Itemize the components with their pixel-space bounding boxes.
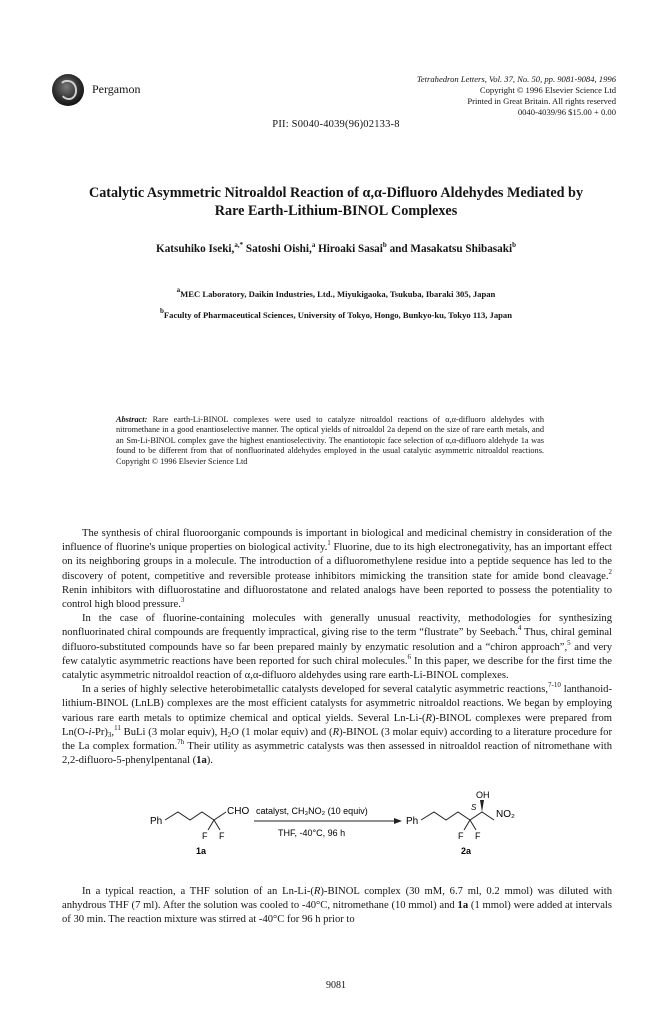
pii-line: PII: S0040-4039(96)02133-8: [272, 119, 400, 130]
scheme-f-left-2: F: [219, 831, 225, 841]
affiliation-a: [60, 286, 612, 299]
scheme-chain-right: [421, 812, 494, 820]
scheme-bond-f2-right: [470, 820, 476, 830]
paragraph-2: [62, 612, 612, 683]
p3-sub-1: 3: [107, 730, 112, 739]
scheme-f-right-2: F: [475, 831, 481, 841]
author-3-sup: b: [382, 241, 387, 249]
affiliation-b-text: Faculty of Pharmaceutical Sciences, University of Tokyo, Hongo, Bunkyo-ku, Tokyo 113, Japan: [163, 310, 512, 320]
p3-italic-r1: R: [425, 712, 433, 724]
p3-text-8: )-BINOL (3 molar equiv) according to a literature procedure for the La complex formation.: [62, 726, 612, 753]
scheme-f-right-1: F: [458, 831, 464, 841]
pergamon-logo-icon: [52, 74, 84, 106]
p2-text-3: and very few catalytic asymmetric reactions have been reported for such chiral molecules.: [62, 641, 612, 667]
p2-ref-2: 5: [567, 638, 571, 647]
copyright-line: Copyright © 1996 Elsevier Science Ltd: [479, 85, 616, 95]
affiliation-a-sup: a: [176, 286, 181, 294]
p3-ref-2: 11: [114, 723, 121, 732]
scheme-no2: NO₂: [496, 809, 515, 820]
page-number: 9081: [326, 980, 346, 991]
p1-ref-1: 1: [327, 539, 331, 548]
scheme-conditions: THF, -40°C, 96 h: [278, 828, 346, 838]
p3-ref-3: 7h: [177, 738, 185, 747]
author-2-sup: a: [311, 241, 316, 249]
affiliation-b: [60, 307, 612, 320]
scheme-bond-f2-left: [214, 820, 220, 830]
paragraph-4: [62, 885, 612, 928]
body-text: [62, 527, 612, 768]
scheme-ph-right: Ph: [406, 816, 419, 827]
p3-text-7: O (1 molar equiv) and (: [231, 726, 333, 738]
p1-ref-3: 3: [180, 596, 185, 605]
p3-text-6: BuLi (3 molar equiv), H: [120, 726, 228, 738]
p3-compound-1a: 1a: [196, 755, 207, 767]
scheme-label-1a: 1a: [196, 846, 207, 856]
p2-text-1: In the case of fluorine-containing molecules with generally unusual reactivity, methodologies for synthesizing nonfluorinated chiral compounds are frequently impractical, giving rise to the term “flustrate” by Seebach.: [62, 613, 612, 639]
p3-sub-2: 2: [227, 730, 232, 739]
publisher-name: Pergamon: [92, 82, 141, 96]
author-4-sup: b: [512, 241, 516, 249]
scheme-stereo-s: S: [471, 803, 477, 812]
p1-text-3: Renin inhibitors with difluorostatine and difluorostatone and related analogs have been reported to possess the potentiality to control high blood pressure.: [62, 584, 612, 611]
scheme-f-left-1: F: [202, 831, 208, 841]
scheme-label-2a: 2a: [461, 846, 472, 856]
body-text-continued: [62, 885, 612, 928]
abstract: [116, 415, 544, 467]
p3-italic-r2: R: [332, 726, 340, 738]
title-line-1: Catalytic Asymmetric Nitroaldol Reaction of α,α-Difluoro Aldehydes Mediated by: [88, 185, 584, 201]
author-1: Katsuhiko Iseki,: [156, 243, 235, 255]
scheme-cho: CHO: [227, 806, 250, 817]
p3-text-5: ,: [111, 726, 115, 738]
scheme-oh: OH: [476, 790, 490, 800]
scheme-bond-f1-left: [208, 820, 214, 830]
scheme-chain-left: [165, 812, 226, 820]
scheme-bond-f1-right: [464, 820, 470, 830]
p2-text-4: In this paper, we describe for the first time the catalytic asymmetric nitroaldol reaction of α,α-difluoro aldehydes using rare earth-Li-BINOL complexes.: [62, 655, 612, 682]
p3-text-4: -Pr): [91, 726, 108, 738]
p1-ref-2: 2: [608, 567, 612, 576]
journal-citation: Tetrahedron Letters, Vol. 37, No. 50, pp. 9081-9084, 1996: [416, 74, 616, 84]
author-1-sup: a,*: [234, 241, 244, 249]
p2-ref-3: 6: [407, 652, 412, 661]
journal-metadata: [417, 74, 616, 118]
price-line: 0040-4039/96 $15.00 + 0.00: [517, 107, 616, 117]
abstract-text: Rare earth-Li-BINOL complexes were used to catalyze nitroaldol reactions of α,α-difluoro aldehydes with nitromethane in a good enantioselective manner. The optical yields of nitroaldol 2a depend on the size of rare earth metals, and an Sm-Li-BINOL complex gave the highest enantioselectivity. The enantiotopic face selection of α,α-difluoro aldehyde 1a was found to be different from that of nonfluorinated aldehydes employed in the usual catalytic asymmetric nitroaldol reactions.: [116, 415, 544, 456]
p4-text-2: )-BINOL complex (30 mM, 6.7 ml, 0.2 mmol) was diluted with anhydrous THF (7 ml). After the solution was cooled to -40°C, nitromethane (10 mmol) and: [62, 886, 612, 912]
p1-text-2: Fluorine, due to its high electronegativity, has an important effect on its neighboring groups in a molecule. The introduction of a difluoromethylene residue into a peptide sequence has led to the discovery of potent, competitive and reversible protease inhibitors mimicking the transition state for amide bond cleavage.: [62, 542, 612, 582]
p3-text-10: ).: [206, 755, 213, 767]
abstract-label: Abstract:: [116, 415, 148, 424]
p3-text-2: lanthanoid-lithium-BINOL (LnLB) complexes are the most efficient catalysts for asymmetric nitroaldol reactions. We began by employing various rare earth metals to optimize chemical and optical yields. Several Ln-Li-(: [62, 684, 612, 724]
p4-italic-r: R: [313, 886, 321, 897]
paragraph-3: [62, 683, 612, 768]
affiliation-a-text: MEC Laboratory, Daikin Industries, Ltd., Miyukigaoka, Tsukuba, Ibaraki 305, Japan: [180, 289, 496, 299]
paper-title: [60, 184, 612, 220]
abstract-copyright: Copyright © 1996 Elsevier Science Ltd: [116, 456, 248, 466]
p4-compound-1a: 1a: [457, 900, 469, 912]
scheme-wedge-bond: [480, 800, 484, 812]
affiliation-b-sup: b: [160, 307, 164, 315]
scheme-arrowhead-icon: [394, 818, 402, 824]
p4-text-3: (1 mmol) were added at intervals of 30 min. The reaction mixture was stirred at -40°C for 96 h prior to: [62, 900, 612, 926]
author-3: Hiroaki Sasai: [315, 243, 383, 255]
p2-ref-1: 4: [517, 624, 522, 633]
p4-text-1: In a typical reaction, a THF solution of an Ln-Li-(: [82, 886, 314, 897]
reaction-scheme: [150, 790, 550, 880]
p1-text-1: The synthesis of chiral fluoroorganic compounds is important in biological and medicinal chemistry in consideration of the influence of fluorine's unique properties on biological activity.: [62, 528, 612, 554]
paragraph-1: [62, 527, 612, 612]
p3-text-3: )-BINOL complexes were prepared from Ln(O-: [62, 712, 612, 738]
title-line-2: Rare Earth-Lithium-BINOL Complexes: [214, 203, 458, 219]
p2-text-2: Thus, chiral geminal difluoro-substituted compounds have so far been prepared mainly by enzymatic resolution and a “chiron approach”,: [62, 627, 612, 653]
p3-text-1: In a series of highly selective heterobimetallic catalysts developed for several catalytic asymmetric reactions,: [82, 684, 548, 696]
p3-italic-i: i: [88, 726, 92, 738]
author-list: [60, 243, 612, 255]
scheme-reagent: catalyst, CH₃NO₂ (10 equiv): [256, 806, 368, 816]
author-2: Satoshi Oishi,: [243, 243, 312, 255]
p3-text-9: Their utility as asymmetric catalysts was then assessed in nitroaldol reaction of nitromethane with 2,2-difluoro-5-phenylpentanal (: [62, 741, 612, 767]
printed-line: Printed in Great Britain. All rights reserved: [467, 96, 616, 106]
p3-ref-1: 7-10: [547, 681, 561, 690]
scheme-ph-left: Ph: [150, 816, 163, 827]
author-4: and Masakatsu Shibasaki: [386, 243, 513, 255]
